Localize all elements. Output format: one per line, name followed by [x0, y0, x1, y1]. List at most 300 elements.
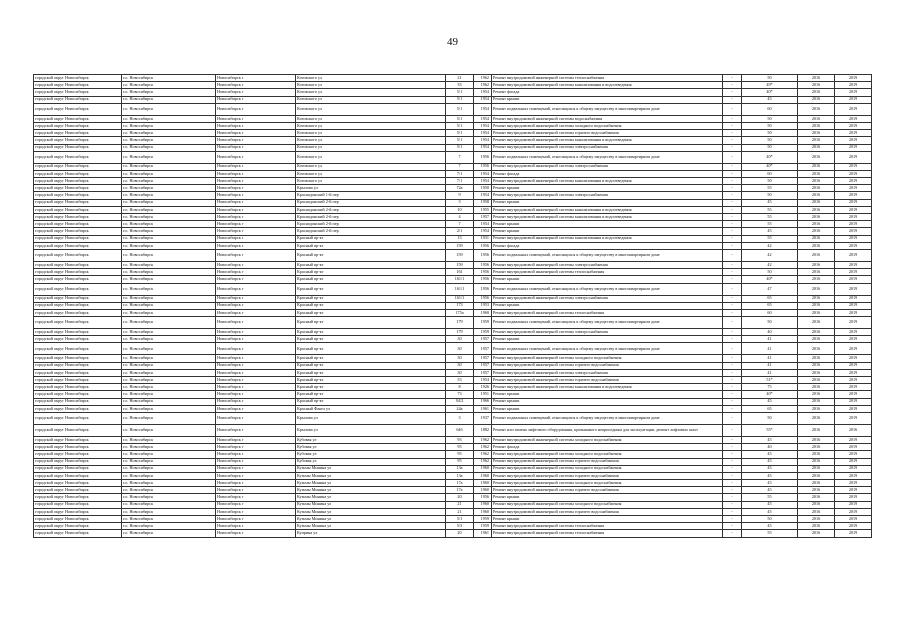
cost-cell: 49* [742, 82, 798, 89]
cost-cell: 55 [742, 235, 798, 242]
dash-cell: - [723, 242, 742, 249]
start-year-cell: 2016 [798, 122, 835, 129]
table-row [34, 199, 872, 206]
dash-cell: - [723, 530, 742, 537]
dash-cell: - [723, 424, 742, 436]
work-type-cell: Ремонт крыши [492, 185, 723, 192]
dash-cell: - [723, 96, 742, 103]
end-year-cell: 2019 [835, 302, 872, 309]
start-year-cell: 2016 [798, 89, 835, 96]
start-year-cell: 2016 [798, 329, 835, 336]
end-year-cell: 2019 [835, 295, 872, 302]
work-type-cell: Ремонт внутридомовой инженерной системы теплоснабжения [492, 523, 723, 530]
end-year-cell: 2019 [835, 436, 872, 443]
cost-cell: 50 [742, 122, 798, 129]
build-year-cell: 1962 [474, 458, 492, 465]
table-row [34, 163, 872, 170]
start-year-cell: 2016 [798, 355, 835, 362]
municipality-cell: г.о. Новосибирск [122, 221, 216, 228]
municipal-district-cell: городской округ Новосибирск [34, 235, 122, 242]
work-type-cell: Ремонт внутридомовой инженерной системы теплоснабжения [492, 269, 723, 276]
municipal-district-cell: городской округ Новосибирск [34, 480, 122, 487]
municipality-cell: г.о. Новосибирск [122, 242, 216, 249]
municipal-district-cell: городской округ Новосибирск [34, 151, 122, 163]
table-row [34, 424, 872, 436]
work-type-cell: Ремонт крыши [492, 494, 723, 501]
house-number-cell: 5/3 [446, 523, 474, 530]
table-row [34, 242, 872, 249]
city-cell: Новосибирск г [216, 362, 296, 369]
end-year-cell: 2019 [835, 329, 872, 336]
city-cell: Новосибирск г [216, 144, 296, 151]
dash-cell: - [723, 377, 742, 384]
house-number-cell: 5/1 [446, 144, 474, 151]
build-year-cell: 1954 [474, 103, 492, 115]
end-year-cell: 2019 [835, 530, 872, 537]
street-cell: Красный пр-кт [296, 235, 446, 242]
work-type-cell: Ремонт крыши [492, 221, 723, 228]
cost-cell: 45 [742, 96, 798, 103]
build-year-cell: 1960 [474, 309, 492, 316]
municipality-cell: г.о. Новосибирск [122, 516, 216, 523]
end-year-cell: 2019 [835, 178, 872, 185]
dash-cell: - [723, 192, 742, 199]
work-type-cell: Ремонт внутридомовой инженерной системы холодного водоснабжения [492, 465, 723, 472]
end-year-cell: 2019 [835, 362, 872, 369]
municipality-cell: г.о. Новосибирск [122, 144, 216, 151]
city-cell: Новосибирск г [216, 163, 296, 170]
start-year-cell: 2016 [798, 377, 835, 384]
end-year-cell: 2019 [835, 89, 872, 96]
street-cell: Красный пр-кт [296, 295, 446, 302]
dash-cell: - [723, 343, 742, 355]
build-year-cell: 1954 [474, 192, 492, 199]
end-year-cell: 2019 [835, 451, 872, 458]
house-number-cell: 30 [446, 355, 474, 362]
municipality-cell: г.о. Новосибирск [122, 214, 216, 221]
end-year-cell: 2019 [835, 391, 872, 398]
start-year-cell: 2016 [798, 206, 835, 213]
city-cell: Новосибирск г [216, 130, 296, 137]
end-year-cell: 2019 [835, 235, 872, 242]
dash-cell: - [723, 405, 742, 412]
house-number-cell: 161/1 [446, 276, 474, 283]
municipal-district-cell: городской округ Новосибирск [34, 523, 122, 530]
table-row [34, 523, 872, 530]
house-number-cell: 7/1 [446, 178, 474, 185]
city-cell: Новосибирск г [216, 336, 296, 343]
street-cell: Красный пр-кт [296, 384, 446, 391]
table-row [34, 384, 872, 391]
start-year-cell: 2016 [798, 103, 835, 115]
dash-cell: - [723, 436, 742, 443]
dash-cell: - [723, 144, 742, 151]
table-row [34, 235, 872, 242]
municipal-district-cell: городской округ Новосибирск [34, 221, 122, 228]
municipal-district-cell: городской округ Новосибирск [34, 283, 122, 295]
end-year-cell: 2019 [835, 214, 872, 221]
municipal-district-cell: городской округ Новосибирск [34, 309, 122, 316]
end-year-cell: 2019 [835, 508, 872, 515]
build-year-cell: 1960 [474, 508, 492, 515]
municipal-district-cell: городской округ Новосибирск [34, 214, 122, 221]
table-row [34, 89, 872, 96]
build-year-cell: 1962 [474, 82, 492, 89]
cost-cell: 50 [742, 144, 798, 151]
cost-cell: 50 [742, 130, 798, 137]
municipal-district-cell: городской округ Новосибирск [34, 163, 122, 170]
city-cell: Новосибирск г [216, 480, 296, 487]
table-row [34, 122, 872, 129]
house-number-cell: 9 [446, 192, 474, 199]
city-cell: Новосибирск г [216, 228, 296, 235]
city-cell: Новосибирск г [216, 261, 296, 268]
municipal-district-cell: городской округ Новосибирск [34, 405, 122, 412]
start-year-cell: 2016 [798, 75, 835, 82]
build-year-cell: 1954 [474, 115, 492, 122]
work-type-cell: Ремонт крыши [492, 516, 723, 523]
build-year-cell: 1937 [474, 412, 492, 424]
dash-cell: - [723, 214, 742, 221]
cost-cell: 47 [742, 283, 798, 295]
work-type-cell: Ремонт внутридомовой инженерной системы горячего водоснабжения [492, 472, 723, 479]
municipality-cell: г.о. Новосибирск [122, 317, 216, 329]
municipal-district-cell: городской округ Новосибирск [34, 115, 122, 122]
work-type-cell: Ремонт внутридомовой инженерной системы электроснабжения [492, 329, 723, 336]
house-number-cell: 17а [446, 487, 474, 494]
city-cell: Новосибирск г [216, 214, 296, 221]
house-number-cell: 7 [446, 221, 474, 228]
start-year-cell: 2016 [798, 384, 835, 391]
build-year-cell: 1960 [474, 501, 492, 508]
end-year-cell: 2019 [835, 405, 872, 412]
municipality-cell: г.о. Новосибирск [122, 103, 216, 115]
start-year-cell: 2016 [798, 391, 835, 398]
work-type-cell: Ремонт фасада [492, 89, 723, 96]
start-year-cell: 2016 [798, 185, 835, 192]
table-row [34, 465, 872, 472]
municipal-district-cell: городской округ Новосибирск [34, 384, 122, 391]
street-cell: Крылова ул [296, 412, 446, 424]
cost-cell: 42 [742, 242, 798, 249]
build-year-cell: 1954 [474, 122, 492, 129]
end-year-cell: 2019 [835, 444, 872, 451]
start-year-cell: 2016 [798, 508, 835, 515]
street-cell: Кузьмы Минина ул [296, 508, 446, 515]
dash-cell: - [723, 369, 742, 376]
city-cell: Новосибирск г [216, 343, 296, 355]
cost-cell: 55 [742, 214, 798, 221]
street-cell: Кузьмы Минина ул [296, 494, 446, 501]
start-year-cell: 2016 [798, 523, 835, 530]
municipal-district-cell: городской округ Новосибирск [34, 436, 122, 443]
build-year-cell: 1954 [474, 89, 492, 96]
start-year-cell: 2016 [798, 487, 835, 494]
municipal-district-cell: городской округ Новосибирск [34, 144, 122, 151]
dash-cell: - [723, 206, 742, 213]
municipal-district-cell: городской округ Новосибирск [34, 508, 122, 515]
house-number-cell: 21 [446, 501, 474, 508]
municipal-district-cell: городской округ Новосибирск [34, 137, 122, 144]
house-number-cell: 20 [446, 530, 474, 537]
end-year-cell: 2019 [835, 472, 872, 479]
end-year-cell: 2019 [835, 309, 872, 316]
municipality-cell: г.о. Новосибирск [122, 336, 216, 343]
table-row [34, 405, 872, 412]
dash-cell: - [723, 185, 742, 192]
table-row [34, 115, 872, 122]
build-year-cell: 1954 [474, 228, 492, 235]
end-year-cell: 2019 [835, 480, 872, 487]
cost-cell: 45 [742, 501, 798, 508]
dash-cell: - [723, 235, 742, 242]
work-type-cell: Ремонт подвальных помещений, относящихся к общему имуществу в многоквартирном доме [492, 151, 723, 163]
dash-cell: - [723, 384, 742, 391]
end-year-cell: 2019 [835, 317, 872, 329]
cost-cell: 45 [742, 472, 798, 479]
cost-cell: 40* [742, 276, 798, 283]
cost-cell: 51* [742, 377, 798, 384]
dash-cell: - [723, 494, 742, 501]
work-type-cell: Ремонт внутридомовой инженерной системы электроснабжения [492, 295, 723, 302]
municipality-cell: г.о. Новосибирск [122, 472, 216, 479]
municipality-cell: г.о. Новосибирск [122, 269, 216, 276]
work-type-cell: Ремонт внутридомовой инженерной системы холодного водоснабжения [492, 451, 723, 458]
municipality-cell: г.о. Новосибирск [122, 261, 216, 268]
work-type-cell: Ремонт внутридомовой инженерной системы горячего водоснабжения [492, 130, 723, 137]
city-cell: Новосибирск г [216, 283, 296, 295]
start-year-cell: 2016 [798, 235, 835, 242]
build-year-cell: 1956 [474, 295, 492, 302]
cost-cell: 55 [742, 185, 798, 192]
street-cell: Кузьмы Минина ул [296, 472, 446, 479]
house-number-cell: 3 [446, 199, 474, 206]
house-number-cell: 4 [446, 214, 474, 221]
municipal-district-cell: городской округ Новосибирск [34, 317, 122, 329]
street-cell: Кузьмы Минина ул [296, 480, 446, 487]
street-cell: Краснодонский 2-й пер [296, 214, 446, 221]
build-year-cell: 1959 [474, 516, 492, 523]
street-cell: Красный пр-кт [296, 242, 446, 249]
municipal-district-cell: городской округ Новосибирск [34, 451, 122, 458]
house-number-cell: 30 [446, 369, 474, 376]
municipal-district-cell: городской округ Новосибирск [34, 302, 122, 309]
cost-cell: 65 [742, 295, 798, 302]
municipality-cell: г.о. Новосибирск [122, 329, 216, 336]
municipal-district-cell: городской округ Новосибирск [34, 192, 122, 199]
build-year-cell: 1954 [474, 377, 492, 384]
table-row [34, 221, 872, 228]
dash-cell: - [723, 458, 742, 465]
city-cell: Новосибирск г [216, 89, 296, 96]
street-cell: Котовского ул [296, 170, 446, 177]
build-year-cell: 1954 [474, 130, 492, 137]
municipal-district-cell: городской округ Новосибирск [34, 465, 122, 472]
table-row [34, 451, 872, 458]
build-year-cell: 1953 [474, 302, 492, 309]
work-type-cell: Ремонт внутридомовой инженерной системы холодного водоснабжения [492, 355, 723, 362]
street-cell: Красный пр-кт [296, 249, 446, 261]
build-year-cell: 1960 [474, 465, 492, 472]
dash-cell: - [723, 221, 742, 228]
table-row [34, 391, 872, 398]
build-year-cell: 1956 [474, 494, 492, 501]
build-year-cell: 1959 [474, 329, 492, 336]
dash-cell: - [723, 329, 742, 336]
end-year-cell: 2019 [835, 144, 872, 151]
street-cell: Котовского ул [296, 137, 446, 144]
dash-cell: - [723, 103, 742, 115]
city-cell: Новосибирск г [216, 377, 296, 384]
house-number-cell: 5/1 [446, 137, 474, 144]
cost-cell: 41 [742, 336, 798, 343]
build-year-cell: 1962 [474, 75, 492, 82]
build-year-cell: 1950 [474, 185, 492, 192]
house-number-cell: 7 [446, 163, 474, 170]
work-type-cell: Ремонт крыши [492, 276, 723, 283]
end-year-cell: 2016 [835, 424, 872, 436]
end-year-cell: 2019 [835, 269, 872, 276]
cost-cell: 45 [742, 228, 798, 235]
municipality-cell: г.о. Новосибирск [122, 170, 216, 177]
house-number-cell: 7 [446, 151, 474, 163]
house-number-cell: 13 [446, 235, 474, 242]
cost-cell: 50 [742, 178, 798, 185]
start-year-cell: 2016 [798, 221, 835, 228]
street-cell: Котовского ул [296, 82, 446, 89]
city-cell: Новосибирск г [216, 458, 296, 465]
end-year-cell: 2019 [835, 276, 872, 283]
start-year-cell: 2016 [798, 369, 835, 376]
municipality-cell: г.о. Новосибирск [122, 391, 216, 398]
house-number-cell: 95 [446, 451, 474, 458]
city-cell: Новосибирск г [216, 75, 296, 82]
cost-cell: 55 [742, 221, 798, 228]
cost-cell: 45 [742, 465, 798, 472]
municipality-cell: г.о. Новосибирск [122, 185, 216, 192]
build-year-cell: 1954 [474, 96, 492, 103]
build-year-cell: 1956 [474, 249, 492, 261]
end-year-cell: 2019 [835, 151, 872, 163]
table-row [34, 103, 872, 115]
street-cell: Красный пр-кт [296, 391, 446, 398]
city-cell: Новосибирск г [216, 412, 296, 424]
city-cell: Новосибирск г [216, 82, 296, 89]
dash-cell: - [723, 309, 742, 316]
start-year-cell: 2016 [798, 516, 835, 523]
cost-cell: 40 [742, 329, 798, 336]
municipality-cell: г.о. Новосибирск [122, 89, 216, 96]
end-year-cell: 2019 [835, 130, 872, 137]
start-year-cell: 2016 [798, 451, 835, 458]
start-year-cell: 2016 [798, 178, 835, 185]
municipal-district-cell: городской округ Новосибирск [34, 82, 122, 89]
work-type-cell: Ремонт внутридомовой инженерной системы холодного водоснабжения [492, 436, 723, 443]
work-type-cell: Ремонт подвальных помещений, относящихся к общему имуществу в многоквартирном доме [492, 343, 723, 355]
house-number-cell: 8 [446, 384, 474, 391]
end-year-cell: 2019 [835, 75, 872, 82]
cost-cell: 55 [742, 206, 798, 213]
municipal-district-cell: городской округ Новосибирск [34, 424, 122, 436]
dash-cell: - [723, 336, 742, 343]
work-type-cell: Ремонт подвальных помещений, относящихся к общему имуществу в многоквартирном доме [492, 317, 723, 329]
municipal-district-cell: городской округ Новосибирск [34, 458, 122, 465]
cost-cell: 40 [742, 444, 798, 451]
street-cell: Красный пр-кт [296, 276, 446, 283]
cost-cell: 42 [742, 249, 798, 261]
house-number-cell: 10 [446, 206, 474, 213]
dash-cell: - [723, 228, 742, 235]
start-year-cell: 2016 [798, 199, 835, 206]
dash-cell: - [723, 276, 742, 283]
municipality-cell: г.о. Новосибирск [122, 508, 216, 515]
start-year-cell: 2016 [798, 283, 835, 295]
municipality-cell: г.о. Новосибирск [122, 178, 216, 185]
street-cell: Красный пр-кт [296, 329, 446, 336]
municipal-district-cell: городской округ Новосибирск [34, 261, 122, 268]
municipality-cell: г.о. Новосибирск [122, 276, 216, 283]
city-cell: Новосибирск г [216, 170, 296, 177]
build-year-cell: 1956 [474, 261, 492, 268]
municipality-cell: г.о. Новосибирск [122, 501, 216, 508]
municipal-district-cell: городской округ Новосибирск [34, 362, 122, 369]
house-number-cell: 5/1 [446, 122, 474, 129]
cost-cell: 40* [742, 89, 798, 96]
municipality-cell: г.о. Новосибирск [122, 362, 216, 369]
city-cell: Новосибирск г [216, 276, 296, 283]
city-cell: Новосибирск г [216, 122, 296, 129]
dash-cell: - [723, 516, 742, 523]
city-cell: Новосибирск г [216, 436, 296, 443]
municipal-district-cell: городской округ Новосибирск [34, 391, 122, 398]
city-cell: Новосибирск г [216, 355, 296, 362]
street-cell: Куприна ул [296, 530, 446, 537]
start-year-cell: 2016 [798, 249, 835, 261]
street-cell: Краснодонский 2-й пер [296, 206, 446, 213]
table-row [34, 276, 872, 283]
table-row [34, 444, 872, 451]
start-year-cell: 2016 [798, 261, 835, 268]
end-year-cell: 2019 [835, 122, 872, 129]
end-year-cell: 2019 [835, 494, 872, 501]
street-cell: Кузьмы Минина ул [296, 487, 446, 494]
city-cell: Новосибирск г [216, 516, 296, 523]
city-cell: Новосибирск г [216, 405, 296, 412]
municipality-cell: г.о. Новосибирск [122, 530, 216, 537]
dash-cell: - [723, 75, 742, 82]
build-year-cell: 1957 [474, 355, 492, 362]
start-year-cell: 2016 [798, 343, 835, 355]
end-year-cell: 2019 [835, 377, 872, 384]
street-cell: Красный пр-кт [296, 317, 446, 329]
work-type-cell: Ремонт внутридомовой инженерной системы канализования и водоотведения [492, 178, 723, 185]
build-year-cell: 1959 [474, 523, 492, 530]
end-year-cell: 2019 [835, 185, 872, 192]
city-cell: Новосибирск г [216, 369, 296, 376]
work-type-cell: Ремонт внутридомовой инженерной системы горячего водоснабжения [492, 508, 723, 515]
city-cell: Новосибирск г [216, 444, 296, 451]
start-year-cell: 2016 [798, 130, 835, 137]
cost-cell: 50 [742, 137, 798, 144]
municipality-cell: г.о. Новосибирск [122, 249, 216, 261]
build-year-cell: 1954 [474, 137, 492, 144]
municipality-cell: г.о. Новосибирск [122, 384, 216, 391]
table-row [34, 214, 872, 221]
dash-cell: - [723, 508, 742, 515]
municipality-cell: г.о. Новосибирск [122, 206, 216, 213]
end-year-cell: 2019 [835, 115, 872, 122]
table-row [34, 501, 872, 508]
